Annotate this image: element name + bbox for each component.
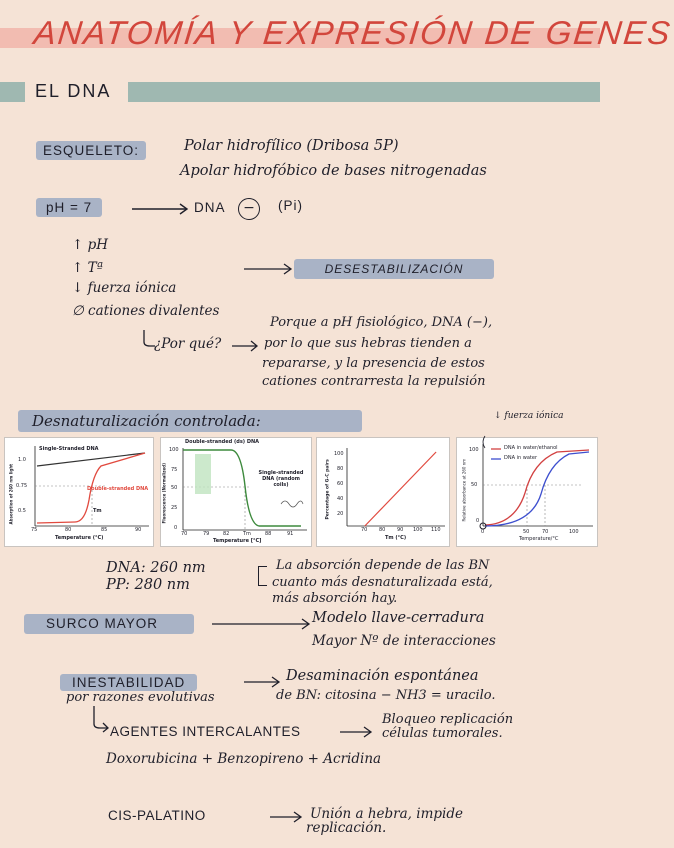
skeleton-line1: Polar hidrofílico (Dribosa 5P) xyxy=(184,138,399,154)
abs-bracket xyxy=(258,566,267,586)
intercal-label: AGENTES INTERCALANTES xyxy=(110,724,301,739)
section-bar-right xyxy=(128,82,600,102)
f3-ytick-3: 60 xyxy=(337,481,344,487)
f4-xtick-3: 70 xyxy=(542,529,549,535)
f2-xtick-2: 79 xyxy=(203,531,210,537)
figure-absorption xyxy=(4,437,154,547)
f3-xtick-5: 110 xyxy=(431,527,441,533)
cisplatin-label: CIS-PALATINO xyxy=(108,808,206,823)
figure-fluorescence xyxy=(160,437,312,547)
section-title: EL DNA xyxy=(35,81,112,101)
destab-label: DESESTABILIZACIÓN xyxy=(294,259,494,279)
gc-line xyxy=(365,452,436,526)
f4-xlabel: Temperature/°C xyxy=(519,536,559,542)
answer-line1: Porque a pH fisiológico, DNA (−), xyxy=(270,315,493,330)
f2-xtick-1: 70 xyxy=(181,531,188,537)
answer-line2: por lo que sus hebras tienden a xyxy=(264,336,472,351)
f2-ytick-1: 100 xyxy=(169,447,179,453)
abs-note3: más absorción hay. xyxy=(272,591,398,606)
f1-ytick-3: 0.5 xyxy=(18,508,26,514)
answer-line3: repararse, y la presencia de estos xyxy=(262,356,485,371)
intercal-line2: células tumorales. xyxy=(382,726,503,741)
f2-ylabel: Fluorescence (Normalized) xyxy=(161,463,167,524)
skeleton-line2: Apolar hidrofóbico de bases nitrogenadas xyxy=(180,163,487,179)
denat-annotation: ↓ fuerza iónica xyxy=(494,411,564,421)
groove-line1: Modelo llave-cerradura xyxy=(312,610,485,626)
abs-dna: DNA: 260 nm xyxy=(106,560,206,576)
f1-xtick-2: 80 xyxy=(65,527,72,533)
f4-ytick-1: 100 xyxy=(469,447,479,453)
f1-xlabel: Temperature (°C) xyxy=(55,535,104,541)
instability-line2: de BN: citosina − NH3 = uracilo. xyxy=(276,688,496,703)
f3-xtick-1: 70 xyxy=(361,527,368,533)
factor-ionic: ↓ fuerza iónica xyxy=(72,280,177,296)
figure-water-ethanol xyxy=(456,437,598,547)
abs-pp: PP: 280 nm xyxy=(106,577,190,593)
f2-xtick-5: 88 xyxy=(265,531,272,537)
f4-legend-water: DNA in water xyxy=(504,455,537,461)
f1-ytick-2: 0.75 xyxy=(16,483,28,489)
negative-charge-circle xyxy=(238,198,260,220)
f2-xtick-6: 91 xyxy=(287,531,294,537)
f2-xtick-4: Tm xyxy=(243,531,251,537)
f2-xtick-3: 82 xyxy=(223,531,230,537)
intercal-hook xyxy=(92,706,110,732)
f4-ylabel: Relative absorbance at 260 nm xyxy=(461,458,467,522)
f1-tm: Tm xyxy=(93,508,102,514)
f3-ytick-5: 20 xyxy=(337,511,344,517)
instability-sub: por razones evolutivas xyxy=(66,690,215,705)
minus-sign: − xyxy=(243,200,255,216)
f3-ytick-4: 40 xyxy=(337,496,344,502)
page-title: ANATOMÍA Y EXPRESIÓN DE GENES xyxy=(32,14,674,51)
f3-xtick-2: 80 xyxy=(379,527,386,533)
f3-ytick-1: 100 xyxy=(334,451,344,457)
figure-gc-pairs xyxy=(316,437,450,547)
abs-note2: cuanto más desnaturalizada está, xyxy=(272,575,493,590)
f3-xlabel: Tm (°C) xyxy=(385,535,407,541)
f1-xtick-4: 90 xyxy=(135,527,142,533)
f2-ytick-4: 25 xyxy=(171,505,178,511)
drugs: Doxorubicina + Benzopireno + Acridina xyxy=(106,751,382,767)
groove-label: SURCO MAYOR xyxy=(24,614,194,634)
ph-label: pH = 7 xyxy=(36,198,102,217)
f1-ylabel: Absorption of 260 nm light xyxy=(8,463,14,525)
f2-ytick-2: 75 xyxy=(171,467,178,473)
groove-line2: Mayor Nº de interacciones xyxy=(312,633,496,649)
instability-line1: Desaminación espontánea xyxy=(286,668,479,684)
f3-ylabel: Percentage of G-C pairs xyxy=(325,459,331,520)
f4-ytick-3: 0 xyxy=(476,518,480,524)
f1-ytick-1: 1.0 xyxy=(18,457,26,463)
ph-result-dna: DNA xyxy=(194,200,226,215)
f3-xtick-4: 100 xyxy=(413,527,423,533)
f2-ytick-5: 0 xyxy=(174,525,178,531)
destab-arrow xyxy=(244,263,294,275)
intercal-line1: Bloqueo replicación xyxy=(382,712,514,727)
section-bar-left xyxy=(0,82,25,102)
cisplatin-line1: Unión a hebra, impide xyxy=(310,806,463,822)
f1-xtick-3: 85 xyxy=(101,527,108,533)
f4-legend-ethanol: DNA in water/ethanol xyxy=(504,445,558,451)
skeleton-label: ESQUELETO: xyxy=(36,141,146,160)
f1-legend-ds: Double-stranded DNA xyxy=(87,486,149,492)
question: ¿Por qué? xyxy=(154,336,222,352)
abs-note1: La absorción depende de las BN xyxy=(276,558,490,573)
factor-temp: ↑ Tª xyxy=(72,260,104,276)
f4-ytick-2: 50 xyxy=(471,482,478,488)
intercal-arrow xyxy=(340,726,374,738)
f3-xtick-3: 90 xyxy=(397,527,404,533)
ph-arrow xyxy=(132,202,192,216)
f4-xtick-2: 50 xyxy=(523,529,530,535)
instability-label: INESTABILIDAD xyxy=(60,674,197,691)
f3-ytick-2: 80 xyxy=(337,466,344,472)
denat-label: Desnaturalización controlada: xyxy=(18,410,362,432)
f2-ss-label: Single-stranded DNA (random coils) xyxy=(258,470,304,488)
cisplatin-arrow xyxy=(270,811,304,823)
f2-title: Double-stranded (ds) DNA xyxy=(185,439,260,445)
f2-xlabel: Temperature [°C] xyxy=(213,538,262,544)
f4-xtick-1: 0 xyxy=(481,529,485,535)
answer-line4: cationes contrarresta la repulsión xyxy=(262,374,486,389)
f1-legend-ss: Single-Stranded DNA xyxy=(39,446,99,452)
f1-xtick-1: 75 xyxy=(31,527,38,533)
groove-arrow xyxy=(212,618,312,630)
factor-cations: ∅ cationes divalentes xyxy=(72,303,220,319)
factor-ph: ↑ pH xyxy=(72,237,109,253)
ph-result-pi: (Pi) xyxy=(278,198,303,213)
cisplatin-line2: replicación. xyxy=(306,820,387,836)
f4-xtick-4: 100 xyxy=(569,529,579,535)
question-arrow xyxy=(232,340,260,352)
instability-arrow xyxy=(244,676,282,688)
f2-ytick-3: 50 xyxy=(171,485,178,491)
